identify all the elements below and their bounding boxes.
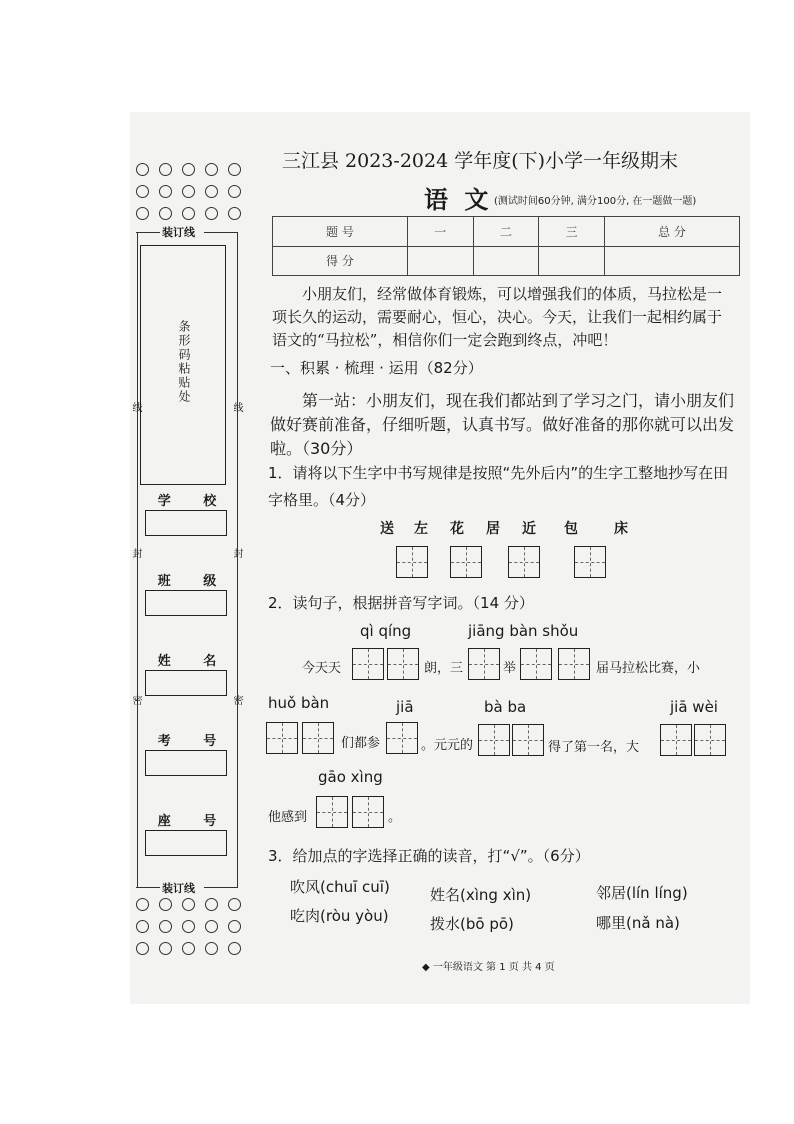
q2-answer-cell[interactable] (266, 722, 298, 754)
side-char-feng-left: 封 (130, 548, 141, 560)
q2-text: 们都参 (341, 736, 381, 751)
q2-answer-cell[interactable] (302, 722, 334, 754)
q3-item[interactable]: 邻居(lín líng) (596, 884, 688, 902)
barcode-label: 条形码粘贴处 (177, 320, 191, 404)
binding-label-bottom: 装订线 (162, 882, 195, 895)
q1-answer-cell[interactable] (574, 546, 606, 578)
side-char-mi-left: 密 (130, 695, 141, 707)
q2-text: 举 (503, 661, 517, 676)
name-field[interactable] (145, 670, 227, 696)
binding-holes-bottom (136, 898, 241, 955)
q2-answer-cell[interactable] (558, 648, 590, 680)
q2-answer-cell[interactable] (386, 722, 418, 754)
name-label: 姓 名 (157, 654, 231, 669)
q2-answer-cell[interactable] (478, 724, 510, 756)
q2-pinyin: jiā wèi (670, 698, 718, 716)
q3-item[interactable]: 拨水(bō pō) (430, 915, 514, 933)
seat-number-field[interactable] (145, 830, 227, 856)
binding-line-bottom-left (136, 887, 160, 888)
score-cell-1[interactable] (407, 246, 473, 276)
binding-holes-top (136, 163, 241, 220)
q3-item[interactable]: 姓名(xìng xìn) (430, 886, 532, 904)
side-char-mi-right: 密 (231, 695, 242, 707)
exam-title: 三江县 2023-2024 学年度(下)小学一年级期末 (282, 150, 679, 172)
q2-text: 今天天 (302, 661, 342, 676)
q2-answer-cell[interactable] (660, 724, 692, 756)
score-row-label: 得 分 (273, 246, 408, 276)
score-cell-3[interactable] (539, 246, 605, 276)
score-header-2: 二 (473, 217, 539, 247)
q2-pinyin: jiā (396, 698, 414, 716)
binding-label-top: 装订线 (162, 226, 195, 239)
q1-prompt: 1．请将以下生字中书写规律是按照“先外后内”的生字工整地抄写在田字格里。（4分） (268, 464, 729, 509)
q2-answer-cell[interactable] (352, 648, 384, 680)
binding-line-bottom-right (204, 887, 238, 888)
intro-paragraph: 小朋友们，经常做体育锻炼，可以增强我们的体质，马拉松是一项长久的运动，需要耐心，恒心，决心。今天，让我们一起相约属于语文的“马拉松”，相信你们一定会跑到终点，冲吧！ (272, 285, 723, 349)
score-cell-2[interactable] (473, 246, 539, 276)
class-field[interactable] (145, 590, 227, 616)
score-header-label: 题 号 (273, 217, 408, 247)
q2-answer-cell[interactable] (352, 796, 384, 828)
school-label: 学 校 (157, 494, 231, 509)
q2-prompt: 2．读句子，根据拼音写字词。（14 分） (268, 594, 534, 612)
exam-note: (测试时间60分钟, 满分100分, 在一题做一题) (494, 196, 697, 207)
exam-number-field[interactable] (145, 750, 227, 776)
q3-prompt: 3．给加点的字选择正确的读音，打“√”。（6分） (268, 847, 590, 865)
q2-answer-cell[interactable] (387, 648, 419, 680)
school-field[interactable] (145, 510, 227, 536)
q3-item[interactable]: 吹风(chuī cuī) (290, 878, 390, 896)
q2-text: 他感到 (268, 810, 308, 825)
q1-char: 床 (614, 521, 628, 537)
q2-answer-cell[interactable] (468, 648, 500, 680)
subject-title: 语 文 (424, 185, 493, 214)
q3-item[interactable]: 哪里(nǎ nà) (596, 914, 680, 932)
page-footer: ◆ 一年级语文 第 1 页 共 4 页 (422, 962, 555, 973)
binding-line-top-right (204, 232, 238, 233)
q2-text: 朗，三 (424, 661, 464, 676)
q1-char: 包 (564, 521, 578, 537)
exam-number-label: 考 号 (157, 734, 231, 749)
q2-pinyin: huǒ bàn (268, 694, 330, 712)
q2-answer-cell[interactable] (694, 724, 726, 756)
q2-answer-cell[interactable] (316, 796, 348, 828)
seat-number-label: 座 号 (157, 814, 231, 829)
section-1-title: 一、积累 · 梳理 · 运用（82分） (270, 359, 483, 377)
q1-char: 左 (414, 521, 428, 537)
q2-answer-cell[interactable] (512, 724, 544, 756)
side-char-xian-right: 线 (231, 402, 242, 414)
side-char-feng-right: 封 (231, 548, 242, 560)
score-header-total: 总 分 (605, 217, 740, 247)
q2-answer-cell[interactable] (520, 648, 552, 680)
q1-char: 送 (380, 521, 394, 537)
q2-text: 。 (388, 810, 402, 825)
q2-pinyin: jiāng bàn shǒu (468, 622, 579, 640)
score-header-1: 一 (407, 217, 473, 247)
side-char-xian-left: 线 (130, 402, 141, 414)
q2-text: 。元元的 (421, 738, 474, 753)
q1-answer-cell[interactable] (450, 546, 482, 578)
score-cell-total[interactable] (605, 246, 740, 276)
q1-char: 花 (450, 521, 464, 537)
q1-char: 居 (486, 521, 500, 537)
q1-answer-cell[interactable] (396, 546, 428, 578)
stage-1-text: 第一站：小朋友们，现在我们都站到了学习之门，请小朋友们做好赛前准备，仔细听题，认真书写。做好准备的那你就可以出发啦。（30分） (270, 391, 735, 458)
q1-answer-cell[interactable] (508, 546, 540, 578)
q2-pinyin: gāo xìng (318, 768, 383, 786)
q3-item[interactable]: 吃肉(ròu yòu) (290, 907, 389, 925)
score-header-3: 三 (539, 217, 605, 247)
q2-pinyin: qì qíng (360, 622, 412, 640)
q1-char: 近 (522, 521, 536, 537)
q2-pinyin: bà ba (484, 698, 527, 716)
q2-text: 得了第一名，大 (548, 740, 640, 755)
class-label: 班 级 (157, 574, 231, 589)
q2-text: 届马拉松比赛，小 (596, 661, 701, 676)
score-table (272, 216, 740, 276)
binding-line-top-left (136, 232, 160, 233)
